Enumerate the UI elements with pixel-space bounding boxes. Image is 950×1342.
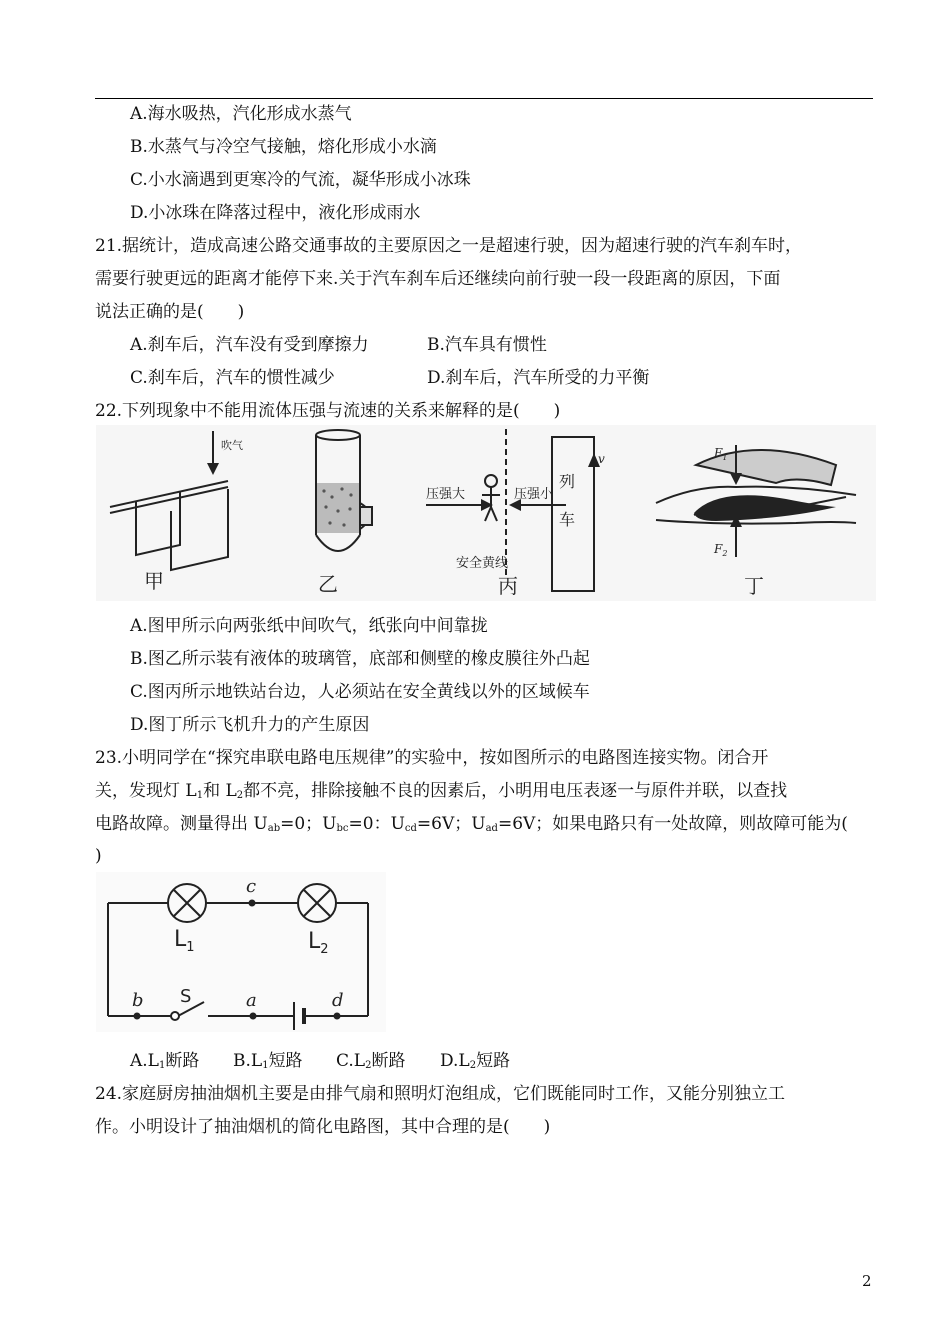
q22-figure-strip xyxy=(96,425,876,601)
figure-ding-f1-label: $F_1$ xyxy=(714,446,728,462)
q22-option-a: A.图甲所示向两张纸中间吹气，纸张向中间靠拢 xyxy=(130,616,488,636)
label-d: d xyxy=(332,990,344,1011)
q21-option-c: C.刹车后，汽车的惯性减少 xyxy=(130,368,335,388)
q23-stem-line-2: 关，发现灯 $L_1$和 $L_2$都不亮，排除接触不良的因素后，小明用电压表逐一与原件并联，以查找 xyxy=(95,781,788,801)
figure-ding-f2-label: $F_2$ xyxy=(714,542,728,558)
label-l2: $L_2$ xyxy=(308,929,329,957)
q21-option-a: A.刹车后，汽车没有受到摩擦力 xyxy=(130,335,369,355)
q23-option-a: $A.L_1$断路 xyxy=(130,1051,200,1071)
figure-bing-line-label: 安全黄线 xyxy=(456,556,509,571)
q22-stem: 22.下列现象中不能用流体压强与流速的关系来解释的是( ) xyxy=(95,401,561,421)
q20-option-b: B.水蒸气与冷空气接触，熔化形成小水滴 xyxy=(130,137,437,157)
q22-option-d: D.图丁所示飞机升力的产生原因 xyxy=(130,715,370,735)
q24-stem-line-2: 作。小明设计了抽油烟机的简化电路图，其中合理的是( ) xyxy=(95,1117,551,1137)
figure-jia-label: 吹气 xyxy=(221,439,243,452)
q20-option-c: C.小水滴遇到更寒冷的气流，凝华形成小冰珠 xyxy=(130,170,471,190)
page-number: 2 xyxy=(862,1272,872,1290)
q20-option-d: D.小冰珠在降落过程中，液化形成雨水 xyxy=(130,203,421,223)
figure-yi-caption: 乙 xyxy=(318,572,338,596)
q21-stem-line-3: 说法正确的是( ) xyxy=(95,302,245,322)
label-a: a xyxy=(246,990,257,1011)
figure-yi-liquid xyxy=(317,483,359,533)
label-l1: $L_1$ xyxy=(174,927,195,955)
node-c xyxy=(249,900,256,907)
figure-bing-caption: 丙 xyxy=(498,574,518,598)
q22-option-b: B.图乙所示装有液体的玻璃管，底部和侧壁的橡皮膜往外凸起 xyxy=(130,649,590,669)
q23-circuit-diagram xyxy=(96,872,386,1032)
figure-bing-right-label: 压强小 xyxy=(514,487,554,502)
q24-stem-line-1: 24.家庭厨房抽油烟机主要是由排气扇和照明灯泡组成，它们既能同时工作，又能分别独立工 xyxy=(95,1084,786,1104)
label-s: S xyxy=(180,986,192,1007)
figure-bing-left-label: 压强大 xyxy=(426,487,466,502)
node-d xyxy=(334,1013,341,1020)
figure-bing-train-label: 列 xyxy=(559,472,576,491)
figure-ding-caption: 丁 xyxy=(744,574,764,598)
node-a xyxy=(250,1013,257,1020)
figure-jia-caption: 甲 xyxy=(144,569,164,593)
q23-stem-line-3: 电路故障。测量得出 $U_{ab}=0$；$U_{bc}=0$：$U_{cd}=6V$；$U_{ad}=6V$；如果电路只有一处故障，则故障可能为( xyxy=(95,814,848,834)
q22-option-c: C.图丙所示地铁站台边，人必须站在安全黄线以外的区域候车 xyxy=(130,682,590,702)
q21-option-b: B.汽车具有惯性 xyxy=(427,335,547,355)
q23-option-c: $C.L_2$断路 xyxy=(336,1051,406,1071)
label-c: c xyxy=(246,876,257,897)
q23-stem-line-4: ) xyxy=(95,846,102,866)
q20-option-a: A.海水吸热，汽化形成水蒸气 xyxy=(130,104,352,124)
q21-stem-line-2: 需要行驶更远的距离才能停下来.关于汽车刹车后还继续向前行驶一段一段距离的原因，下面 xyxy=(95,269,781,289)
q23-option-b: $B.L_1$短路 xyxy=(233,1051,303,1071)
q23-option-d: $D.L_2$短路 xyxy=(440,1051,511,1071)
figure-bing-train-label-2: 车 xyxy=(559,510,576,529)
q23-stem-line-1: 23.小明同学在“探究串联电路电压规律”的实验中，按如图所示的电路图连接实物。闭合开 xyxy=(95,748,769,768)
q21-option-d: D.刹车后，汽车所受的力平衡 xyxy=(427,368,650,388)
switch-pivot xyxy=(171,1012,179,1020)
header-rule xyxy=(95,98,873,99)
q21-stem-line-1: 21.据统计，造成高速公路交通事故的主要原因之一是超速行驶，因为超速行驶的汽车刹车时， xyxy=(95,236,803,256)
figure-bing-v-label: v xyxy=(598,452,605,466)
node-b xyxy=(134,1013,141,1020)
label-b: b xyxy=(132,990,144,1011)
